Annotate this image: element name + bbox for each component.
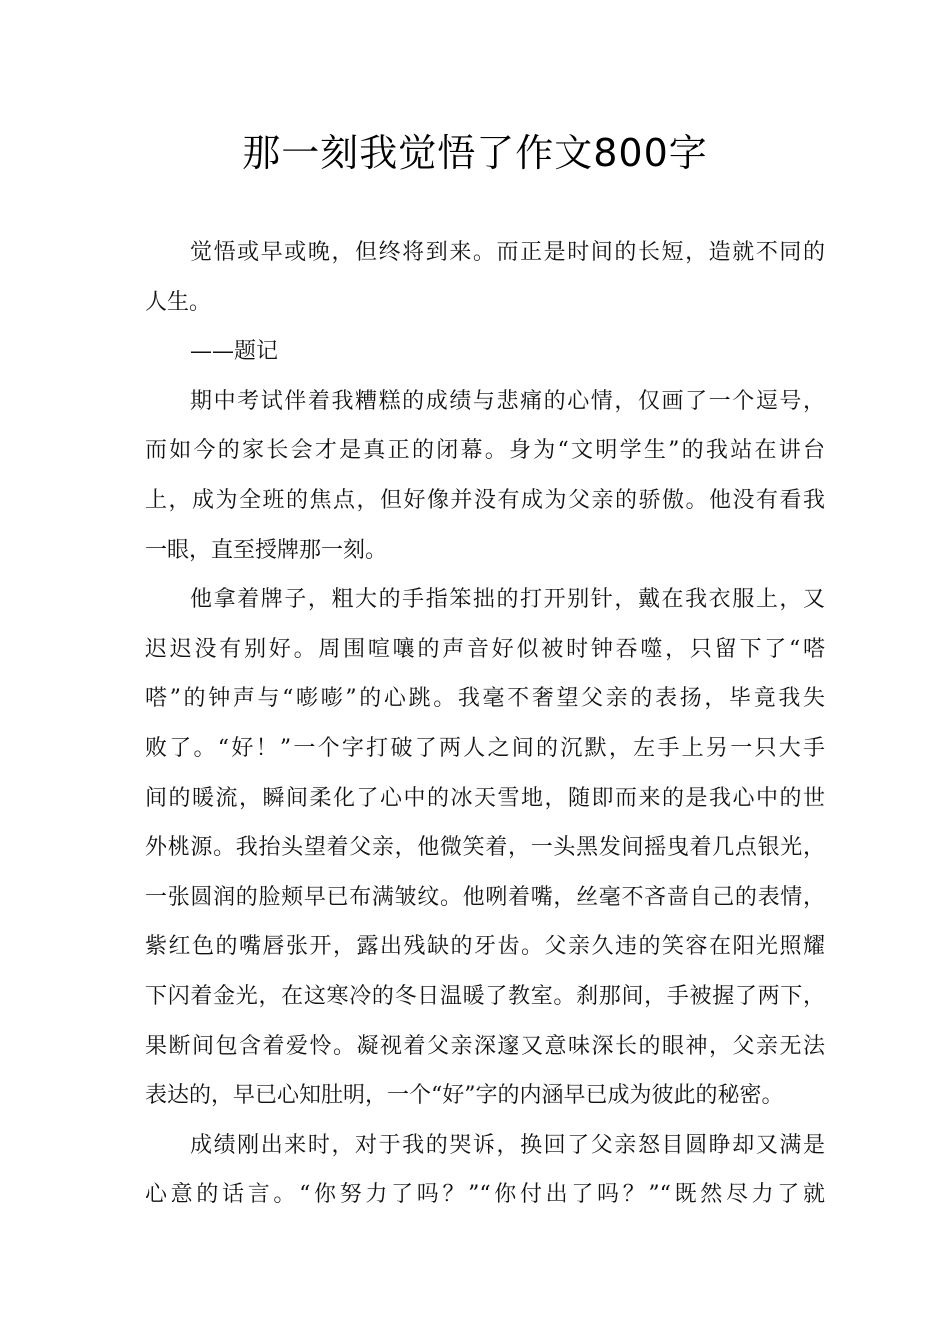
text-line: 表达的，早已心知肚明，一个“好”字的内涵早已成为彼此的秘密。 (145, 1083, 784, 1109)
text-line: 下闪着金光，在这寒冷的冬日温暖了教室。刹那间，手被握了两下， (145, 983, 825, 1009)
text-line: 成绩刚出来时，对于我的哭诉，换回了父亲怒目圆睁却又满是 (190, 1132, 825, 1158)
text-line: 迟迟没有别好。周围喧嚷的声音好似被时钟吞噬，只留下了“嗒 (145, 636, 825, 662)
text-line: 期中考试伴着我糟糕的成绩与悲痛的心情，仅画了一个逗号， (190, 388, 825, 414)
text-line: 上，成为全班的焦点，但好像并没有成为父亲的骄傲。他没有看我 (145, 487, 825, 513)
text-line: 觉悟或早或晚，但终将到来。而正是时间的长短，造就不同的 (190, 240, 825, 265)
text-line: 果断间包含着爱怜。凝视着父亲深邃又意味深长的眼神，父亲无法 (145, 1033, 825, 1059)
text-line: 间的暖流，瞬间柔化了心中的冰天雪地，随即而来的是我心中的世 (145, 785, 825, 811)
document-title: 那一刻我觉悟了作文800字 (242, 131, 708, 175)
text-line: 败了。“好！”一个字打破了两人之间的沉默，左手上另一只大手 (145, 735, 825, 761)
text-line: 心意的话言。“你努力了吗？”“你付出了吗？”“既然尽力了就 (145, 1182, 825, 1208)
text-line: 人生。 (145, 289, 212, 315)
text-line: 一眼，直至授牌那一刻。 (145, 537, 388, 563)
text-line: 而如今的家长会才是真正的闭幕。身为“文明学生”的我站在讲台 (145, 438, 825, 464)
text-line: 紫红色的嘴唇张开，露出残缺的牙齿。父亲久违的笑容在阳光照耀 (145, 934, 825, 960)
epigraph-attribution: ——题记 (190, 339, 279, 365)
document-body (145, 228, 825, 1220)
text-line: 嗒”的钟声与“嘭嘭”的心跳。我毫不奢望父亲的表扬，毕竟我失 (145, 686, 825, 712)
text-line: 外桃源。我抬头望着父亲，他微笑着，一头黑发间摇曳着几点银光， (145, 835, 825, 861)
text-line: 一张圆润的脸颊早已布满皱纹。他咧着嘴，丝毫不吝啬自己的表情， (145, 884, 825, 910)
text-line: 他拿着牌子，粗大的手指笨拙的打开别针，戴在我衣服上，又 (190, 587, 825, 613)
